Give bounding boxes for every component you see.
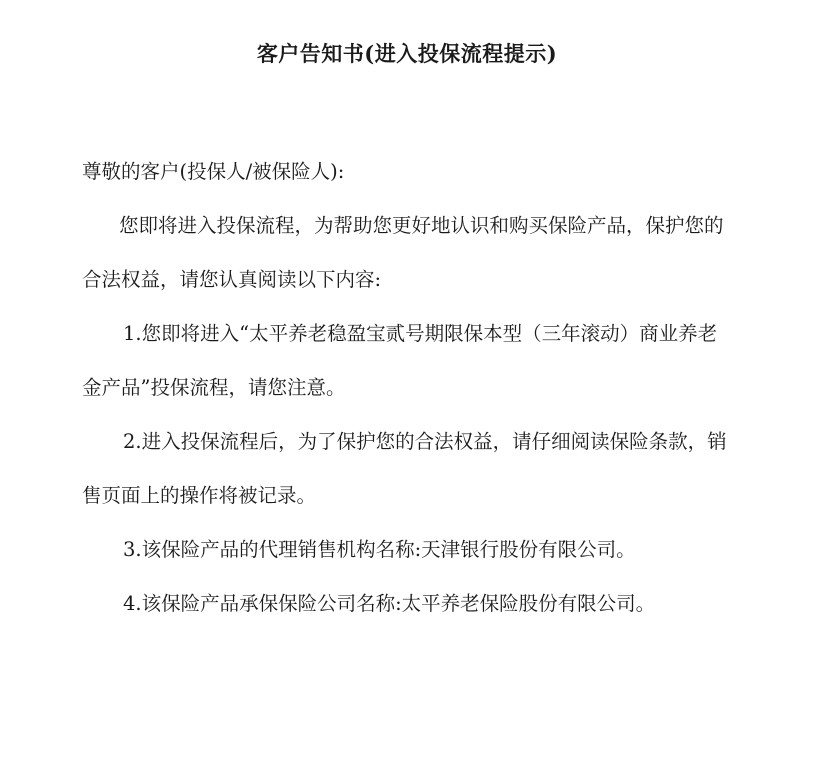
greeting-line: 尊敬的客户(投保人/被保险人):	[82, 160, 345, 183]
notice-item-2: 2.进入投保流程后，为了保护您的合法权益，请仔细阅读保险条款，销售页面上的操作将被记录。	[82, 430, 727, 507]
notice-item-3: 3.该保险产品的代理销售机构名称:天津银行股份有限公司。	[123, 538, 636, 561]
notice-item-1: 1.您即将进入“太平养老稳盈宝贰号期限保本型（三年滚动）商业养老金产品”投保流程，请您注意。	[82, 322, 718, 399]
document-title: 客户告知书(进入投保流程提示)	[256, 41, 558, 66]
intro-paragraph: 您即将进入投保流程，为帮助您更好地认识和购买保险产品，保护您的合法权益，请您认真阅读以下内容:	[82, 214, 724, 291]
notice-item-4: 4.该保险产品承保保险公司名称:太平养老保险股份有限公司。	[123, 592, 656, 615]
